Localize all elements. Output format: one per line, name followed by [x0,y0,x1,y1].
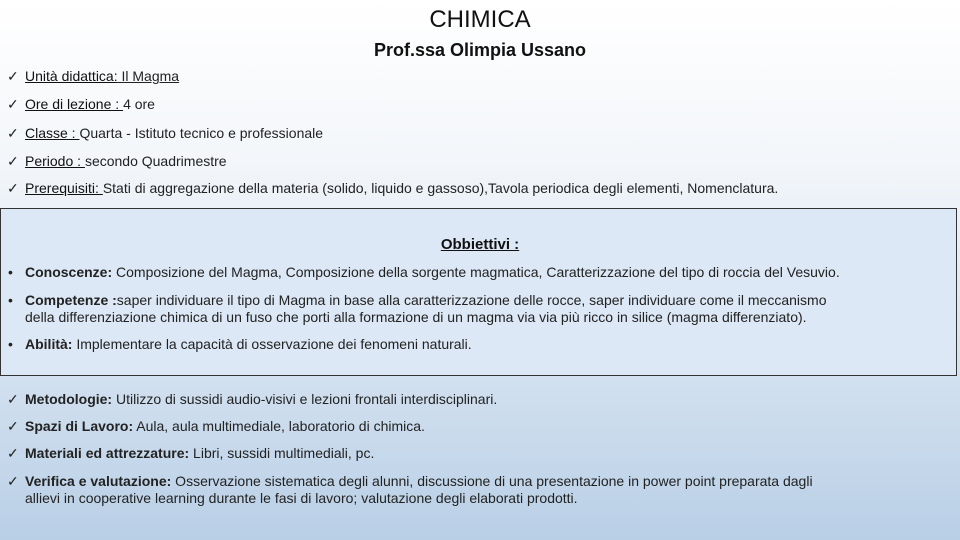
list-item-spazi [7,418,425,435]
item-label: Competenze : [25,292,117,308]
item-text: Il Magma [117,68,180,84]
item-text: secondo Quadrimestre [84,153,227,169]
item-label: Unità didattica: [25,68,118,84]
list-item-prerequisiti [7,180,778,197]
list-item-verifica [7,473,942,507]
item-label: Spazi di Lavoro: [25,418,134,434]
slide-title: CHIMICA [429,6,531,33]
item-label: Abilità: [25,336,73,352]
check-icon: ✓ [7,153,19,169]
item-text: Quarta - Istituto tecnico e professionale [79,125,324,141]
bullet-icon: • [8,264,13,280]
item-label: Classe : [25,125,80,141]
item-label: Periodo : [25,153,85,169]
list-item-ore [7,96,155,113]
item-text-continued: allievi in cooperative learning durante le fasi di lavoro; valutazione degli elaborati prodotti. [25,490,578,506]
item-text: 4 ore [123,96,155,112]
item-text: Utilizzo di sussidi audio-visivi e lezioni frontali interdisciplinari. [112,391,498,407]
item-text: Composizione del Magma, Composizione della sorgente magmatica, Caratterizzazione del tipo di roccia del Vesuvio. [112,264,840,280]
check-icon: ✓ [7,180,19,196]
bullet-icon: • [8,292,13,308]
list-item-metodologie [7,391,497,408]
item-text-continued: della differenziazione chimica di un fuso che porti alla formazione di un magma via via più ricco in silice (magma differenziato). [25,309,807,325]
item-text: Libri, sussidi multimediali, pc. [189,445,375,461]
objective-conoscenze [8,264,953,281]
bullet-icon: • [8,336,13,352]
list-item-materiali [7,445,374,462]
slide-subtitle: Prof.ssa Olimpia Ussano [373,40,587,60]
check-icon: ✓ [7,473,19,489]
item-label: Prerequisiti: [25,180,103,196]
objective-competenze [8,292,953,326]
item-text: Implementare la capacità di osservazione dei fenomeni naturali. [72,336,472,352]
item-label: Ore di lezione : [25,96,124,112]
objective-abilita [8,336,953,353]
item-text: Aula, aula multimediale, laboratorio di chimica. [133,418,425,434]
objectives-title: Obbiettivi : [440,236,520,253]
check-icon: ✓ [7,68,19,84]
item-text: Osservazione sistematica degli alunni, discussione di una presentazione in power point preparata dagli [171,473,813,489]
check-icon: ✓ [7,125,19,141]
check-icon: ✓ [7,391,19,407]
item-label: Materiali ed attrezzature: [25,445,190,461]
list-item-periodo [7,153,227,170]
item-text: saper individuare il tipo di Magma in base alla caratterizzazione delle rocce, saper individuare come il meccanismo [116,292,827,308]
list-item-classe [7,125,323,142]
item-label: Metodologie: [25,391,113,407]
item-label: Conoscenze: [25,264,113,280]
check-icon: ✓ [7,96,19,112]
item-label: Verifica e valutazione: [25,473,172,489]
check-icon: ✓ [7,418,19,434]
item-text: Stati di aggregazione della materia (solido, liquido e gassoso),Tavola periodica degli elementi, Nomenclatura. [102,180,779,196]
check-icon: ✓ [7,445,19,461]
list-item-unita [7,68,179,85]
